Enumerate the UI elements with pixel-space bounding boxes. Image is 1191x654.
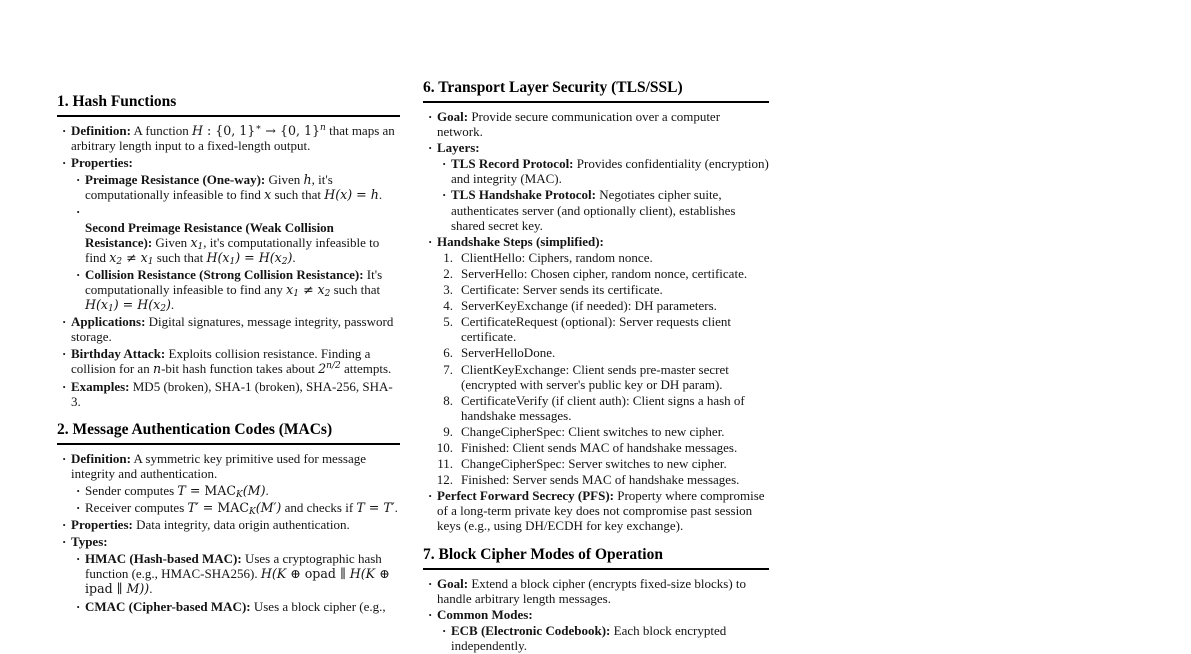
item-text: [451, 156, 769, 186]
left-column: [57, 93, 400, 616]
text-run: K: [248, 506, 256, 517]
item-text: [451, 623, 769, 653]
text-run: n/2: [326, 361, 341, 372]
bullet-marker: [71, 599, 85, 614]
item-text: [71, 155, 400, 170]
text-run: Common Modes:: [437, 606, 533, 622]
text-run: .: [265, 482, 269, 498]
text-run: Layers:: [437, 140, 480, 156]
text-run: ): [287, 249, 293, 265]
numbered-list-item: [433, 266, 769, 281]
item-text: [461, 393, 769, 423]
text-run: 2: [281, 256, 288, 267]
bullet-list-item: [57, 451, 400, 481]
text-run: (M′): [255, 499, 282, 515]
text-run: MAC: [217, 499, 249, 515]
number-marker: 9.: [443, 423, 453, 439]
item-text: [461, 440, 769, 455]
bullet-marker: [57, 123, 71, 138]
bullet-marker: [57, 379, 71, 394]
text-run: Perfect Forward Secrecy (PFS):: [437, 488, 614, 504]
number-marker: 3.: [443, 282, 453, 298]
text-run: H(K ⊕: [260, 566, 305, 582]
item-text: [461, 424, 769, 439]
text-run: ) = H(x: [235, 249, 282, 265]
section-rule: [57, 115, 400, 117]
bullet-list-item: [423, 140, 769, 155]
text-run: 2: [318, 361, 327, 377]
item-text: [451, 187, 769, 232]
text-run: such that: [153, 249, 207, 265]
bullet-marker: [437, 623, 451, 638]
bullet-marker: [57, 346, 71, 361]
text-run: 2: [324, 288, 331, 299]
bullet-marker: [71, 267, 85, 282]
bullet-marker: [71, 500, 85, 515]
bullet-list-item: [71, 172, 400, 202]
text-run: Examples:: [71, 378, 130, 394]
item-text: [71, 314, 400, 344]
item-text: [85, 599, 400, 614]
numbered-list-item: [433, 314, 769, 344]
numbered-list-item: [433, 250, 769, 265]
text-run: CertificateVerify (if client auth): Client signs a hash of handshake messages.: [461, 392, 745, 423]
text-run: Second Preimage Resistance (Weak Collision Resistance):: [85, 219, 334, 250]
text-run: ∥ M)): [112, 581, 150, 597]
bullet-marker: [71, 204, 85, 219]
text-run: Negotiates cipher suite, authenticates server (and optionally client), establishes shared secret key.: [451, 187, 736, 233]
numbered-list-item: [433, 393, 769, 423]
text-run: ClientKeyExchange: Client sends pre-master secret (encrypted with server's public key or DH param).: [461, 361, 729, 392]
text-run: .: [394, 499, 398, 515]
text-run: Each block encrypted independently.: [451, 622, 727, 653]
section-tls-ssl: [423, 79, 769, 534]
text-run: ChangeCipherSpec: Client switches to new cipher.: [461, 423, 725, 439]
text-run: x: [109, 249, 117, 265]
number-marker: 12.: [436, 472, 453, 488]
item-text: [461, 362, 769, 392]
bullet-marker: [423, 234, 437, 249]
item-text: [461, 345, 769, 360]
text-run: -bit hash function takes about: [161, 361, 319, 377]
text-run: Birthday Attack:: [71, 346, 166, 362]
section-items: [423, 109, 769, 534]
text-run: ServerHelloDone.: [461, 345, 556, 361]
section-macs: [57, 421, 400, 614]
text-run: 1: [197, 241, 204, 252]
number-marker: 8.: [443, 392, 453, 408]
bullet-list-item: [423, 607, 769, 622]
text-run: Types:: [71, 534, 108, 550]
text-run: MAC: [204, 482, 237, 498]
text-run: TLS Record Protocol:: [451, 156, 574, 172]
text-run: ServerKeyExchange (if needed): DH parameters.: [461, 298, 717, 314]
bullet-marker: [437, 187, 451, 202]
number-marker: 11.: [437, 456, 453, 472]
text-run: Provides confidentiality (encryption) and integrity (MAC).: [451, 156, 769, 187]
text-run: ∗: [255, 123, 262, 133]
numbered-list-item: [433, 362, 769, 392]
text-run: HMAC (Hash-based MAC):: [85, 551, 242, 567]
text-run: Given: [152, 234, 191, 250]
bullet-list-item: [57, 517, 400, 532]
bullet-marker: [71, 172, 85, 187]
text-run: attempts.: [340, 361, 392, 377]
item-text: [461, 266, 769, 281]
text-run: Goal:: [437, 109, 469, 124]
section-hash-functions: [57, 93, 400, 409]
number-marker: 10.: [436, 439, 453, 455]
text-run: Property where compromise of a long-term private key does not compromise past session keys (e.g., using DH/ECDH for key exchange).: [437, 488, 765, 534]
text-run: .: [170, 297, 175, 313]
bullet-marker: [57, 155, 71, 170]
bullet-list-item: [57, 314, 400, 344]
text-run: → {0, 1}: [261, 123, 321, 138]
bullet-marker: [57, 451, 71, 466]
numbered-list-item: [433, 456, 769, 471]
right-column: [423, 79, 769, 654]
text-run: ≠ x: [122, 249, 148, 265]
text-run: (M): [242, 482, 266, 498]
text-run: ServerHello: Chosen cipher, random nonce, certificate.: [461, 265, 748, 281]
bullet-marker: [71, 483, 85, 498]
number-marker: 1.: [443, 249, 453, 265]
text-run: Applications:: [71, 314, 146, 330]
text-run: T =: [177, 482, 205, 498]
text-run: Uses a cryptographic hash function (e.g., HMAC-SHA256).: [85, 551, 382, 582]
numbered-list-item: [433, 345, 769, 360]
text-run: .: [149, 581, 153, 597]
text-run: .: [292, 249, 296, 265]
text-run: and checks if: [281, 499, 357, 515]
text-run: x: [190, 234, 198, 250]
section-items: [57, 123, 400, 409]
item-text: [461, 250, 769, 265]
bullet-marker: [423, 607, 437, 622]
bullet-list-item: [57, 123, 400, 153]
bullet-marker: [437, 156, 451, 171]
text-run: H(x) = h: [324, 187, 379, 203]
bullet-list-item: [57, 534, 400, 549]
text-run: T = T′: [356, 499, 395, 515]
text-run: Data integrity, data origin authentication.: [132, 517, 350, 533]
item-text: [437, 576, 769, 606]
text-run: such that: [330, 281, 381, 297]
section-title: 2. Message Authentication Codes (MACs): [57, 420, 333, 438]
text-run: MD5 (broken), SHA-1 (broken), SHA-256, SHA-3.: [71, 378, 393, 409]
text-run: Given: [265, 172, 304, 188]
text-run: Finished: Client sends MAC of handshake messages.: [461, 439, 738, 455]
text-run: .: [378, 187, 383, 203]
bullet-marker: [57, 314, 71, 329]
text-run: Certificate: Server sends its certificate.: [461, 282, 663, 298]
text-run: Collision Resistance (Strong Collision Resistance):: [85, 266, 364, 282]
section-items: [57, 451, 400, 614]
text-run: x: [264, 187, 272, 203]
item-text: [85, 172, 400, 202]
text-run: H: [191, 123, 203, 138]
text-run: : {0, 1}: [202, 123, 256, 138]
text-run: A symmetric key primitive used for message integrity and authentication.: [71, 450, 366, 481]
item-text: [437, 140, 769, 155]
numbered-list-item: [433, 298, 769, 313]
text-run: Receiver computes: [85, 499, 188, 515]
bullet-list-item: [423, 576, 769, 606]
section-block-cipher-modes: [423, 546, 769, 653]
bullet-list-item: [71, 551, 400, 596]
text-run: TLS Handshake Protocol:: [451, 187, 596, 203]
item-text: [85, 483, 400, 498]
section-title: 1. Hash Functions: [57, 93, 177, 110]
item-text: [71, 379, 400, 409]
numbered-list-item: [433, 440, 769, 455]
text-run: Goal:: [437, 575, 469, 591]
item-text: [85, 551, 400, 596]
section-rule: [423, 101, 769, 103]
bullet-list-item: [57, 379, 400, 409]
bullet-list-item: [57, 155, 400, 170]
text-run: , it's computationally infeasible to find: [85, 172, 333, 203]
section-items: [423, 576, 769, 653]
bullet-marker: [423, 576, 437, 591]
number-marker: 7.: [443, 361, 453, 377]
text-run: 2: [160, 304, 166, 315]
section-rule: [423, 568, 769, 570]
bullet-marker: [423, 488, 437, 503]
item-text: [85, 500, 400, 515]
text-run: H(x: [85, 297, 108, 313]
bullet-marker: [71, 551, 85, 566]
bullet-list-item: [71, 500, 400, 515]
item-text: [71, 123, 400, 153]
numbered-list-item: [433, 472, 769, 487]
text-run: 1: [108, 304, 114, 315]
text-run: ChangeCipherSpec: Server switches to new cipher.: [461, 456, 727, 472]
text-run: Handshake Steps (simplified):: [437, 233, 604, 249]
item-text: [437, 607, 769, 622]
item-text: [461, 282, 769, 297]
text-run: n: [320, 123, 326, 133]
section-rule: [57, 443, 400, 445]
bullet-list-item: [437, 623, 769, 653]
text-run: ): [165, 297, 171, 313]
text-run: ) = H(x: [113, 297, 161, 313]
item-text: [71, 517, 400, 532]
item-text: [461, 314, 769, 344]
bullet-list-item: [423, 109, 769, 139]
text-run: opad: [304, 566, 336, 582]
text-run: Extend a block cipher (encrypts fixed-size blocks) to handle arbitrary length messages.: [437, 575, 747, 606]
text-run: 1: [147, 256, 154, 267]
text-run: It's computationally infeasible to find any: [85, 266, 383, 297]
bullet-list-item: [71, 599, 400, 614]
text-run: such that: [271, 187, 325, 203]
text-run: K: [236, 489, 243, 500]
text-run: ∥ H(K ⊕: [335, 566, 390, 582]
text-run: CMAC (Cipher-based MAC):: [85, 598, 251, 614]
text-run: Uses a block cipher (e.g.,: [250, 598, 386, 614]
text-run: ipad: [85, 581, 113, 597]
text-run: , it's computationally infeasible to find: [85, 234, 380, 265]
text-run: h: [303, 172, 312, 188]
number-marker: 6.: [443, 345, 453, 361]
bullet-marker: [423, 109, 437, 124]
text-run: Definition:: [71, 450, 131, 466]
text-run: 1: [293, 288, 299, 299]
text-run: ECB (Electronic Codebook):: [451, 622, 611, 638]
bullet-list-item: [423, 488, 769, 533]
item-text: [461, 472, 769, 487]
item-text: [85, 204, 400, 267]
text-run: Definition:: [71, 123, 131, 138]
text-run: ≠ x: [298, 281, 325, 297]
bullet-marker: [57, 517, 71, 532]
item-text: [71, 451, 400, 481]
item-text: [461, 456, 769, 471]
text-run: A function: [130, 123, 192, 138]
text-run: 1: [229, 256, 236, 267]
text-run: Preimage Resistance (One-way):: [85, 172, 266, 188]
text-run: n: [152, 361, 162, 377]
text-run: ClientHello: Ciphers, random nonce.: [461, 249, 653, 265]
text-run: Properties:: [71, 517, 133, 533]
text-run: CertificateRequest (optional): Server requests client certificate.: [461, 314, 732, 345]
bullet-list-item: [437, 187, 769, 232]
text-run: T′ =: [187, 499, 218, 515]
text-run: Properties:: [71, 155, 133, 171]
item-text: [437, 109, 769, 139]
number-marker: 2.: [443, 265, 453, 281]
number-marker: 4.: [443, 298, 453, 314]
bullet-list-item: [423, 234, 769, 249]
item-text: [437, 488, 769, 533]
numbered-list-item: [433, 424, 769, 439]
text-run: Exploits collision resistance. Finding a collision for an: [71, 346, 371, 377]
item-text: [437, 234, 769, 249]
text-run: 2: [116, 256, 123, 267]
text-run: Digital signatures, message integrity, password storage.: [71, 314, 394, 345]
text-run: Provide secure communication over a computer network.: [437, 109, 721, 140]
bullet-list-item: [71, 483, 400, 498]
text-run: x: [286, 281, 294, 297]
bullet-marker: [423, 140, 437, 155]
text-run: H(x: [206, 249, 230, 265]
bullet-list-item: [57, 346, 400, 376]
number-marker: 5.: [443, 314, 453, 330]
item-text: [71, 346, 400, 376]
text-run: Finished: Server sends MAC of handshake messages.: [461, 472, 740, 488]
numbered-list-item: [433, 282, 769, 297]
bullet-list-item: [71, 204, 400, 267]
bullet-list-item: [437, 156, 769, 186]
item-text: [71, 534, 400, 549]
section-title: 6. Transport Layer Security (TLS/SSL): [423, 79, 683, 96]
bullet-marker: [57, 534, 71, 549]
section-title: 7. Block Cipher Modes of Operation: [423, 545, 663, 563]
item-text: [85, 266, 400, 315]
bullet-list-item: [71, 266, 400, 315]
item-text: [461, 298, 769, 313]
text-run: that maps an arbitrary length input to a fixed-length output.: [71, 123, 395, 154]
text-run: Sender computes: [85, 482, 178, 498]
